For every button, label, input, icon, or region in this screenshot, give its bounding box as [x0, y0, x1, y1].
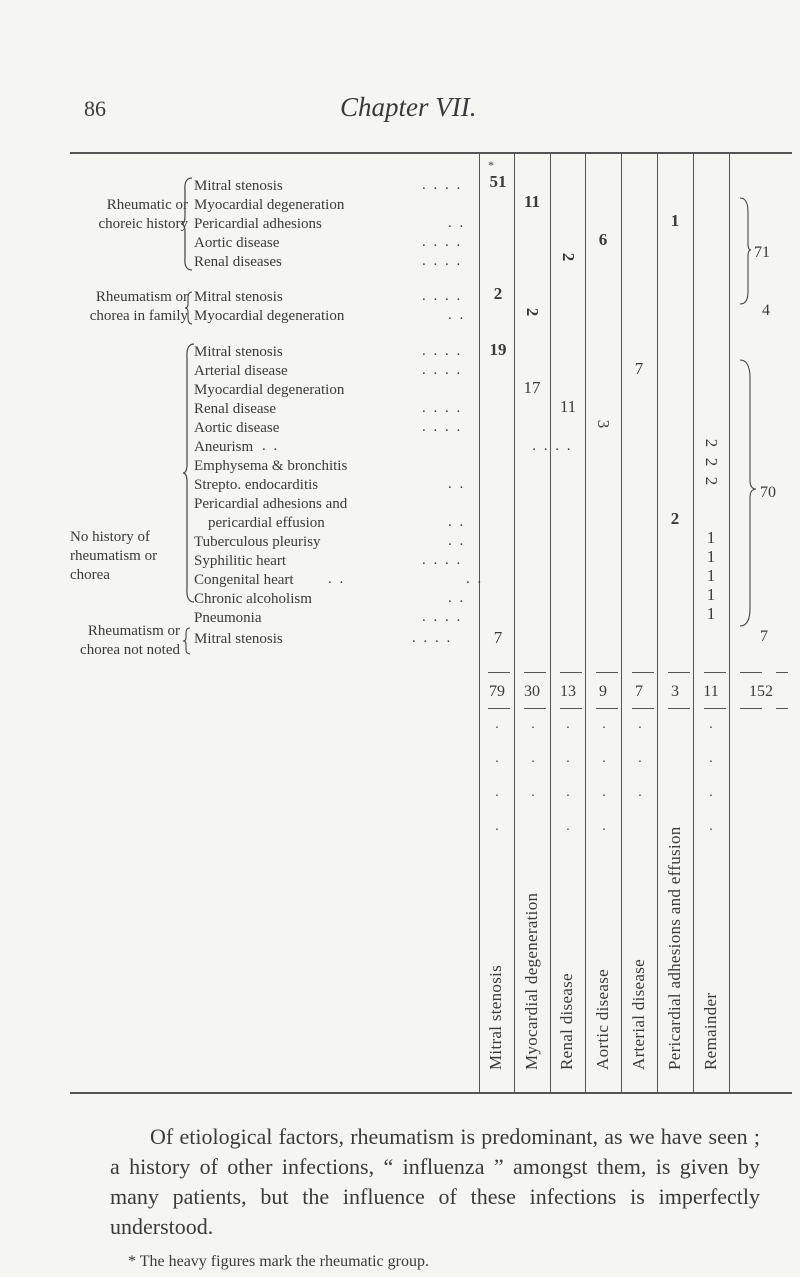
cell-value: 2 [670, 509, 680, 528]
group-label-family [60, 288, 188, 326]
col-divider [729, 152, 730, 1092]
cell-value: 6 [598, 230, 608, 249]
leader-dots: · · · · [565, 721, 571, 838]
cell-value: 19 [489, 340, 507, 359]
cell-value: 7 [634, 359, 644, 378]
leader-dots: . . . . [422, 288, 463, 304]
cell-value: 2 [702, 438, 721, 448]
group-label-line: Rheumatic or [106, 197, 188, 213]
row-label: Aneurism [194, 439, 254, 455]
leader-dots: . . . . [422, 609, 463, 625]
right-bracket [738, 196, 752, 306]
leader-dots: . . [448, 307, 466, 323]
totals-top-rule [488, 672, 788, 673]
leader-dots: . . . . [422, 343, 463, 359]
leader-dots: · · · [637, 721, 643, 804]
column-header-text: Renal disease [557, 973, 576, 1070]
column-header-text: Arterial disease [629, 959, 648, 1070]
row-label: Mitral stenosis [194, 178, 283, 194]
cell-value: 1 [706, 547, 716, 566]
cell-value: 51 [489, 172, 507, 191]
leader-dots: . . [448, 215, 466, 231]
column-header-text: Remainder [701, 992, 720, 1070]
column-header-text: Mitral stenosis [486, 964, 505, 1070]
row-label: Mitral stenosis [194, 631, 283, 647]
cell-value: 2 [702, 457, 721, 467]
row-label: Myocardial degeneration [194, 382, 345, 398]
leader-dots: . . . . [422, 552, 463, 568]
column-total: 152 [749, 683, 773, 700]
column-header-text: Myocardial degeneration [522, 892, 541, 1070]
row-label: Pericardial adhesions and [194, 496, 348, 512]
leader-dots: . . [448, 476, 466, 492]
group-label-line: chorea not noted [80, 642, 180, 658]
leader-dots: . . [448, 533, 466, 549]
group-total: 7 [760, 628, 768, 645]
group-label-line: chorea in family [89, 308, 188, 324]
row-label: Pericardial adhesions [194, 216, 322, 232]
cell-value: 1 [706, 604, 716, 623]
leader-dots: . . . . . . [262, 438, 573, 454]
leader-dots: · · · · [601, 721, 607, 838]
row-label: pericardial effusion [208, 515, 325, 531]
cell-value: 1 [670, 211, 680, 230]
table-top-rule [70, 152, 792, 154]
cell-value: 2 [559, 252, 578, 262]
group-label-rheumatic [60, 196, 188, 234]
col-divider [657, 152, 658, 1092]
leader-dots: . . . . [422, 419, 463, 435]
row-label: Chronic alcoholism [194, 591, 312, 607]
row-label: Myocardial degeneration [194, 197, 345, 213]
leader-dots: . . . . [422, 362, 463, 378]
leader-dots: · · · [530, 721, 536, 804]
row-label: Renal diseases [194, 254, 282, 270]
column-total: 11 [703, 683, 719, 700]
column-total: 30 [524, 683, 540, 700]
asterisk-mark: * [488, 158, 494, 172]
leader-dots: . . [448, 514, 466, 530]
cell-value: 2 [523, 307, 542, 317]
column-total: 9 [599, 683, 607, 700]
leader-dots: . . . . [412, 630, 453, 646]
column-header-text: Aortic disease [593, 969, 612, 1070]
row-label: Aortic disease [194, 420, 280, 436]
column-total: 13 [560, 683, 576, 700]
leader-dots: . . . . [328, 571, 484, 587]
column-header-text: Pericardial adhesions and effusion [665, 826, 684, 1070]
leader-dots: . . . . [422, 234, 463, 250]
leader-dots: . . . . [422, 177, 463, 193]
group-total: 4 [762, 302, 770, 319]
group-total: 71 [754, 244, 770, 261]
leader-dots: . . . . [422, 400, 463, 416]
group-label-line: chorea [70, 567, 110, 583]
row-label: Congenital heart [194, 572, 294, 588]
right-bracket [738, 358, 760, 628]
row-label: Tuberculous pleurisy [194, 534, 321, 550]
row-label: Pneumonia [194, 610, 262, 626]
leader-dots: · · · · [708, 721, 714, 838]
group-label-line: rheumatism or [70, 548, 158, 564]
cell-value: 17 [523, 378, 541, 397]
group-total: 70 [760, 484, 776, 501]
group-label-line: Rheumatism or [87, 623, 180, 639]
group-label-no-history [70, 528, 198, 585]
cell-value: 1 [706, 566, 716, 585]
row-label: Renal disease [194, 401, 277, 417]
left-brace [180, 176, 194, 272]
row-label: Syphilitic heart [194, 553, 287, 569]
col-divider [550, 152, 551, 1092]
col-divider [585, 152, 586, 1092]
col-divider [479, 152, 480, 1092]
col-divider [621, 152, 622, 1092]
group-label-line: Rheumatism or [95, 289, 188, 305]
chapter-title: Chapter VII. [340, 92, 477, 122]
group-label-not-noted [48, 622, 180, 660]
row-label: Myocardial degeneration [194, 308, 345, 324]
column-total: 3 [671, 683, 679, 700]
leader-dots: . . . . [422, 253, 463, 269]
cell-value: 2 [702, 476, 721, 486]
row-label: Strepto. endocarditis [194, 477, 319, 493]
totals-bottom-rule [488, 708, 788, 709]
row-label: Mitral stenosis [194, 289, 283, 305]
body-paragraph: Of etiological factors, rheumatism is predominant, as we have seen ; a history of other infections, “ influenza ” amongst them, is given by many patients, but the influence of these infections is imperfectly understood. [110, 1124, 760, 1239]
column-total: 79 [489, 683, 505, 700]
cell-value: 7 [493, 628, 503, 647]
column-total: 7 [635, 683, 643, 700]
cell-value: 11 [559, 397, 577, 416]
table-bottom-rule [70, 1092, 792, 1094]
cell-value: 3 [594, 419, 613, 429]
left-brace [184, 290, 194, 326]
cell-value: 2 [493, 284, 503, 303]
leader-dots: . . [448, 590, 466, 606]
group-label-line: No history of [70, 529, 150, 545]
footnote: * The heavy figures mark the rheumatic group. [128, 1253, 429, 1270]
leader-dots: · · · · [494, 721, 500, 838]
row-label: Aortic disease [194, 235, 280, 251]
page-number: 86 [84, 96, 106, 121]
left-brace [182, 626, 192, 656]
cell-value: 1 [706, 585, 716, 604]
row-label: Arterial disease [194, 363, 288, 379]
row-label: Mitral stenosis [194, 344, 283, 360]
row-label: Emphysema & bronchitis [194, 458, 348, 474]
cell-value: 1 [706, 528, 716, 547]
cell-value: 11 [523, 192, 541, 211]
group-label-line: choreic history [98, 216, 188, 232]
